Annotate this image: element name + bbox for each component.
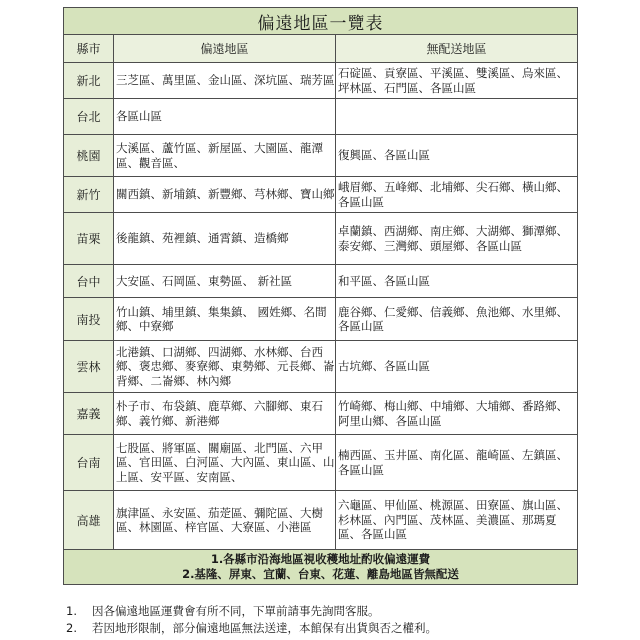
table-row [64, 63, 578, 99]
county-cell: 新竹 [64, 177, 114, 213]
no-delivery-districts-cell: 六龜區、甲仙區、桃源區、田寮區、旗山區、杉林區、內門區、茂林區、美濃區、那瑪夏區、各區山區 [336, 491, 578, 550]
county-cell: 桃園 [64, 135, 114, 177]
county-cell: 新北 [64, 63, 114, 99]
shipping-note [64, 550, 578, 585]
table-row [64, 213, 578, 265]
header-remote: 偏遠地區 [114, 35, 336, 63]
no-delivery-districts-cell: 竹崎鄉、梅山鄉、中埔鄉、大埔鄉、番路鄉、阿里山鄉、各區山區 [336, 393, 578, 435]
remote-districts-cell: 七股區、將軍區、關廟區、北門區、六甲區、官田區、白河區、大內區、東山區、山上區、安平區、安南區、 [114, 435, 336, 491]
no-delivery-districts-cell: 復興區、各區山區 [336, 135, 578, 177]
remote-districts-cell: 各區山區 [114, 99, 336, 135]
remote-area-table [63, 7, 578, 585]
no-delivery-districts-cell: 古坑鄉、各區山區 [336, 341, 578, 393]
table-row [64, 393, 578, 435]
remote-districts-cell: 朴子市、布袋鎮、鹿草鄉、六腳鄉、東石鄉、義竹鄉、新港鄉 [114, 393, 336, 435]
remote-districts-cell: 三芝區、萬里區、金山區、深坑區、瑞芳區 [114, 63, 336, 99]
county-cell: 南投 [64, 298, 114, 341]
county-cell: 嘉義 [64, 393, 114, 435]
remote-districts-cell: 北港鎮、口湖鄉、四湖鄉、水林鄉、台西鄉、褒忠鄉、麥寮鄉、東勢鄉、元長鄉、崙背鄉、二崙鄉、林內鄉 [114, 341, 336, 393]
footnotes [66, 603, 586, 637]
no-delivery-districts-cell: 鹿谷鄉、仁愛鄉、信義鄉、魚池鄉、水里鄉、各區山區 [336, 298, 578, 341]
table-row [64, 135, 578, 177]
remote-districts-cell: 竹山鎮、埔里鎮、集集鎮、 國姓鄉、名間鄉、中寮鄉 [114, 298, 336, 341]
footnote-number: 1. [66, 604, 77, 618]
footnote-item [66, 603, 586, 620]
footnote-number: 2. [66, 621, 77, 635]
no-delivery-districts-cell: 卓蘭鎮、西湖鄉、南庄鄉、大湖鄉、獅潭鄉、泰安鄉、三灣鄉、頭屋鄉、各區山區 [336, 213, 578, 265]
county-cell: 台南 [64, 435, 114, 491]
header-no-delivery: 無配送地區 [336, 35, 578, 63]
no-delivery-districts-cell: 峨眉鄉、五峰鄉、北埔鄉、尖石鄉、橫山鄉、各區山區 [336, 177, 578, 213]
no-delivery-districts-cell [336, 99, 578, 135]
table-body [64, 63, 578, 550]
shipping-note-line-1: 1.各縣市沿海地區視收穫地址酌收偏遠運費 [210, 552, 431, 566]
county-cell: 苗栗 [64, 213, 114, 265]
footnote-item [66, 620, 586, 637]
table-row [64, 298, 578, 341]
no-delivery-districts-cell: 楠西區、玉井區、南化區、龍崎區、左鎮區、各區山區 [336, 435, 578, 491]
remote-districts-cell: 大安區、石岡區、東勢區、 新社區 [114, 265, 336, 298]
table-row [64, 435, 578, 491]
no-delivery-districts-cell: 石碇區、貢寮區、平溪區、雙溪區、烏來區、坪林區、石門區、各區山區 [336, 63, 578, 99]
remote-districts-cell: 旗津區、永安區、茄萣區、彌陀區、大樹區、林園區、梓官區、大寮區、小港區 [114, 491, 336, 550]
remote-districts-cell: 後龍鎮、苑裡鎮、通霄鎮、造橋鄉 [114, 213, 336, 265]
footnote-text: 因各偏遠地區運費會有所不同，下單前請事先詢問客服。 [92, 604, 380, 618]
remote-area-table-container [63, 7, 577, 585]
county-cell: 雲林 [64, 341, 114, 393]
table-title: 偏遠地區一覽表 [64, 8, 578, 35]
county-cell: 台中 [64, 265, 114, 298]
table-row [64, 99, 578, 135]
county-cell: 高雄 [64, 491, 114, 550]
footnote-text: 若因地形限制，部分偏遠地區無法送達，本館保有出貨與否之權利。 [92, 621, 437, 635]
table-row [64, 491, 578, 550]
remote-districts-cell: 關西鎮、新埔鎮、新豐鄉、芎林鄉、寶山鄉 [114, 177, 336, 213]
table-row [64, 341, 578, 393]
county-cell: 台北 [64, 99, 114, 135]
table-row [64, 265, 578, 298]
table-row [64, 177, 578, 213]
no-delivery-districts-cell: 和平區、各區山區 [336, 265, 578, 298]
remote-districts-cell: 大溪區、蘆竹區、新屋區、大園區、龍潭區、觀音區、 [114, 135, 336, 177]
shipping-note-line-2: 2.基隆、屏東、宜蘭、台東、花蓮、離島地區皆無配送 [182, 567, 459, 581]
header-county: 縣市 [64, 35, 114, 63]
